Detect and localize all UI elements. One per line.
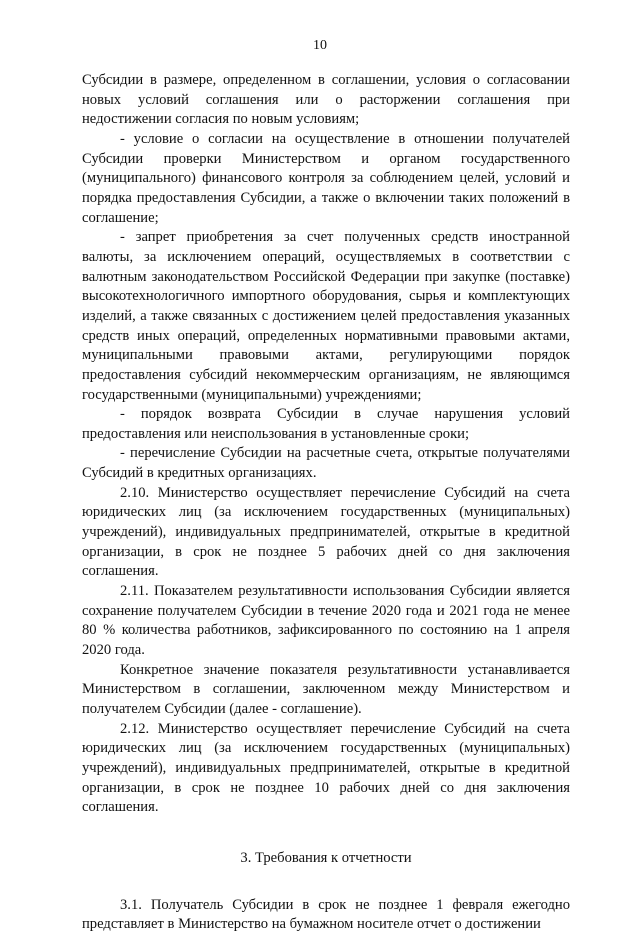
document-body	[82, 71, 570, 935]
paragraph-2-11: 2.11. Показателем результативности использования Субсидии является сохранение получателем Субсидии в течение 2020 года и 2021 года не менее 80 % количества работников, зафиксированного по состоянию на 1 апреля 2020 года.	[82, 583, 570, 659]
paragraph-transfer-accounts: - перечисление Субсидии на расчетные счета, открытые получателями Субсидий в кредитных организациях.	[82, 445, 570, 482]
paragraph-2-12: 2.12. Министерство осуществляет перечисление Субсидий на счета юридических лиц (за исключением государственных (муниципальных) учреждений), индивидуальных предпринимателей, открытые в кредитной организации, в срок не позднее 10 рабочих дней со дня заключения соглашения.	[82, 720, 570, 816]
paragraph-consent-inspection: - условие о согласии на осуществление в отношении получателей Субсидии проверки Министерством и органом государственного (муниципального) финансового контроля за соблюдением целей, условий и порядка предоставления Субсидии, а также о включении таких положений в соглашение;	[82, 130, 570, 226]
paragraph-refund-procedure: - порядок возврата Субсидии в случае нарушения условий предоставления или неиспользования в установленные сроки;	[82, 406, 570, 442]
paragraph-currency-ban: - запрет приобретения за счет полученных средств иностранной валюты, за исключением операций, осуществляемых в соответствии с валютным законодательством Российской Федерации при закупке (поставке) высокотехнологичного импортного оборудования, сырья и комплектующих изделий, а также связанных с достижением целей предоставления указанных средств иных операций, определенных нормативными правовыми актами, муниципальными правовыми актами, регулирующими порядок предоставления субсидий некоммерческим организациям, не являющимся государственными (муниципальными) учреждениями;	[82, 229, 570, 403]
paragraph-indicator-value: Конкретное значение показателя результативности устанавливается Министерством в соглашении, заключенном между Министерством и получателем Субсидии (далее - соглашение).	[82, 661, 570, 717]
section-heading: 3. Требования к отчетности	[240, 849, 412, 866]
paragraph-2-10: 2.10. Министерство осуществляет перечисление Субсидий на счета юридических лиц (за исключением государственных (муниципальных) учреждений), индивидуальных предпринимателей, открытые в кредитной организации, в срок не позднее 5 рабочих дней со дня заключения соглашения.	[82, 484, 570, 580]
paragraph-3-1: 3.1. Получатель Субсидии в срок не позднее 1 февраля ежегодно представляет в Министерство на бумажном носителе отчет о достижении	[82, 896, 570, 933]
page-number: 10	[313, 38, 327, 53]
paragraph-continuation: Субсидии в размере, определенном в соглашении, условия о согласовании новых условий соглашения или о расторжении соглашения при недостижении согласия по новым условиям;	[82, 72, 570, 128]
